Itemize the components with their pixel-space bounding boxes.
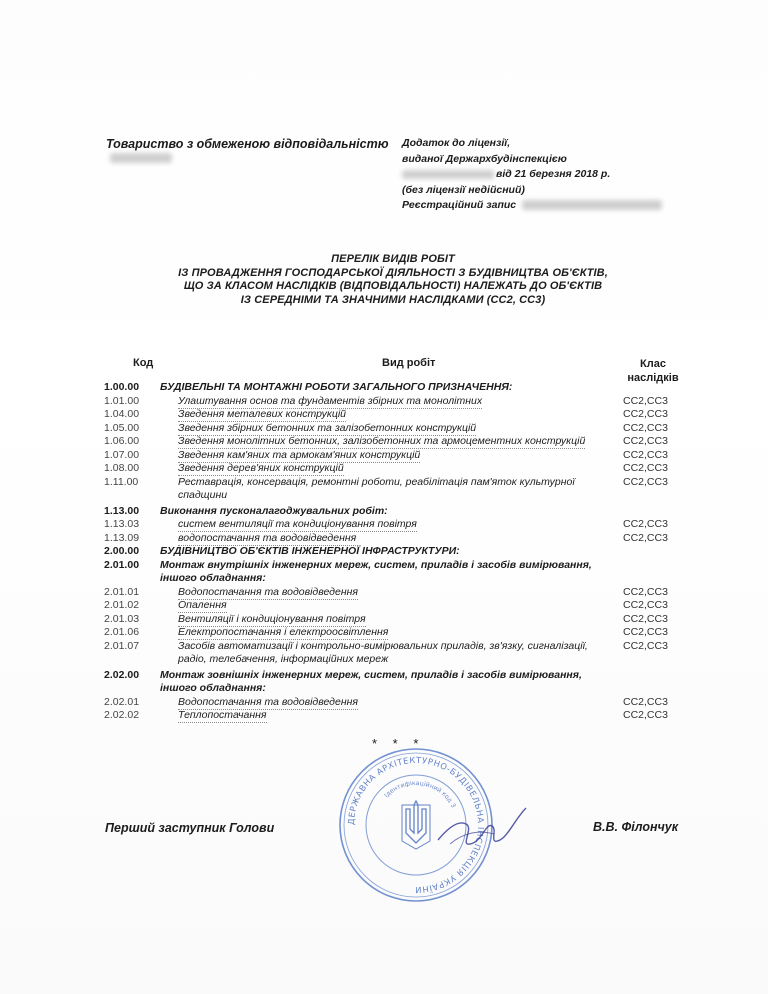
company-name: Товариство з обмеженою відповідальністю [106,137,389,151]
title-line-3: ЩО ЗА КЛАСОМ НАСЛІДКІВ (ВІДПОВІДАЛЬНОСТІ) НАЛЕЖАТЬ ДО ОБ'ЄКТІВ [183,280,603,292]
row-description: Зведення кам'яних та армокам'яних конструкцій [178,448,421,461]
row-code: 2.01.00 [104,558,140,571]
row-description: водопостачання та водовідведення [178,531,357,544]
row-description: Зведення металевих конструкцій [178,408,346,420]
row-code: 1.00.00 [104,381,140,393]
table-row [104,381,704,395]
row-class: СС2,СС3 [623,435,668,447]
row-code: 1.13.09 [104,531,140,544]
row-code: 2.02.02 [104,709,140,721]
row-code: 1.01.00 [104,394,140,407]
row-class: СС2,СС3 [623,448,668,461]
table-row [104,559,704,586]
row-code: 1.05.00 [104,421,140,434]
row-description: Монтаж внутрішніх інженерних мереж, систем, приладів і засобів вимірювання, іншого обладнання: [160,558,592,584]
column-header-work-type: Вид робіт [382,357,436,369]
row-class: СС2,СС3 [623,518,668,530]
row-description: Зведення дерев'яних конструкцій [178,462,344,474]
column-header-consequence-class: Клас наслідків [627,358,679,384]
table-row [104,518,704,532]
addendum-line-4: (без ліцензії недійсний) [402,183,525,196]
row-class: СС2,СС3 [623,709,668,721]
row-class: СС2,СС3 [623,394,668,407]
seal-inner-text: Ідентифікаційний код 3 [383,779,457,809]
row-class: СС2,СС3 [623,421,668,434]
row-class: СС2,СС3 [623,585,668,598]
row-description: БУДІВНИЦТВО ОБ'ЄКТІВ ІНЖЕНЕРНОЇ ІНФРАСТРУКТУРИ: [160,545,460,557]
table-row [104,586,704,600]
row-class: СС2,СС3 [623,462,668,474]
row-class: СС2,СС3 [623,626,668,638]
table-row [104,545,704,559]
row-description: Виконання пусконалагоджувальних робіт: [160,504,388,517]
addendum-date: від 21 березня 2018 р. [496,168,611,180]
row-class: СС2,СС3 [623,612,668,625]
table-row [104,505,704,519]
title-line-4: ІЗ СЕРЕДНІМИ ТА ЗНАЧНИМИ НАСЛІДКАМИ (СС2, СС3) [240,293,546,306]
work-types-table [104,381,704,723]
signatory-name: В.В. Філончук [593,820,679,834]
row-code: 1.13.03 [104,518,140,530]
row-code: 2.00.00 [104,545,140,557]
redacted-company-name [110,153,172,163]
row-description: Опалення [178,599,227,611]
row-code: 2.02.01 [104,695,140,708]
row-description: Зведення збірних бетонних та залізобетонних конструкцій [178,421,477,434]
row-code: 2.01.07 [104,639,140,652]
row-code: 1.06.00 [104,435,140,447]
table-row [104,696,704,710]
table-row [104,408,704,422]
column-header-code: Код [133,357,154,369]
table-row [104,449,704,463]
document-title [150,253,636,307]
table-row [104,709,704,723]
addendum-line-1: Додаток до ліцензії, [402,137,511,149]
table-row [104,613,704,627]
table-row [104,462,704,476]
table-row [104,626,704,640]
row-description: Водопостачання та водовідведення [178,585,358,598]
signatory-position: Перший заступник Голови [105,821,275,835]
row-code: 2.01.02 [104,599,140,611]
title-line-1: ПЕРЕЛІК ВИДІВ РОБІТ [331,253,455,265]
table-row [104,640,704,667]
table-row [104,669,704,696]
row-description: Електропостачання і електроосвітлення [178,626,389,638]
row-code: 1.04.00 [104,408,140,420]
row-code: 2.01.06 [104,626,140,638]
table-row [104,532,704,546]
row-code: 2.02.00 [104,668,140,681]
row-description: Вентиляції і кондиціонування повітря [178,612,366,625]
row-code: 1.08.00 [104,462,140,474]
row-class: СС2,СС3 [623,531,668,544]
addendum-line-3 [402,168,662,184]
row-class: СС2,СС3 [623,695,668,708]
row-code: 1.07.00 [104,448,140,461]
row-description: БУДІВЕЛЬНІ ТА МОНТАЖНІ РОБОТИ ЗАГАЛЬНОГО ПРИЗНАЧЕННЯ: [160,381,513,393]
row-code: 1.13.00 [104,504,140,517]
row-description: систем вентиляції та кондиціонування повітря [178,518,417,530]
seal-outer-text: ДЕРЖАВНА АРХІТЕКТУРНО-БУДІВЕЛЬНА ІНСПЕКЦІЯ УКРАЇНИ [345,754,487,896]
row-description: Засобів автоматизації і контрольно-вимірювальних приладів, зв'язку, сигналізації, радіо, телебачення, інформаційних мереж [178,639,588,665]
table-row [104,599,704,613]
row-description: Зведення монолітних бетонних, залізобетонних та армоцементних конструкцій [178,435,586,447]
section-separator-stars: * * * [372,736,425,751]
row-class: СС2,СС3 [623,599,668,611]
row-description: Монтаж зовнішніх інженерних мереж, систем, приладів і засобів вимірювання, іншого обладнання: [160,668,582,694]
table-row [104,435,704,449]
addendum-line-2: виданої Держархбудінспекцією [402,152,567,165]
title-line-2: ІЗ ПРОВАДЖЕННЯ ГОСПОДАРСЬКОЇ ДІЯЛЬНОСТІ З БУДІВНИЦТВА ОБ'ЄКТІВ, [178,266,608,279]
registration-label: Реєстраційний запис [402,199,517,211]
redacted-license-number [402,170,494,179]
row-description: Водопостачання та водовідведення [178,695,358,708]
row-description: Улаштування основ та фундаментів збірних та монолітних [178,394,483,407]
table-row [104,476,704,503]
license-addendum-block [402,137,662,215]
trident-emblem-icon [402,801,430,849]
row-description: Реставрація, консервація, ремонтні роботи, реабілітація пам'яток культурної спадщини [178,475,575,501]
row-code: 2.01.01 [104,585,140,598]
handwritten-signature [430,800,530,860]
redacted-registration-number [522,200,662,210]
row-code: 2.01.03 [104,612,140,625]
row-class: СС2,СС3 [623,639,668,652]
row-class: СС2,СС3 [623,475,668,488]
table-row [104,422,704,436]
row-class: СС2,СС3 [623,408,668,420]
row-description: Теплопостачання [178,709,267,721]
row-code: 1.11.00 [104,475,139,488]
addendum-line-5 [402,199,662,215]
table-row [104,395,704,409]
